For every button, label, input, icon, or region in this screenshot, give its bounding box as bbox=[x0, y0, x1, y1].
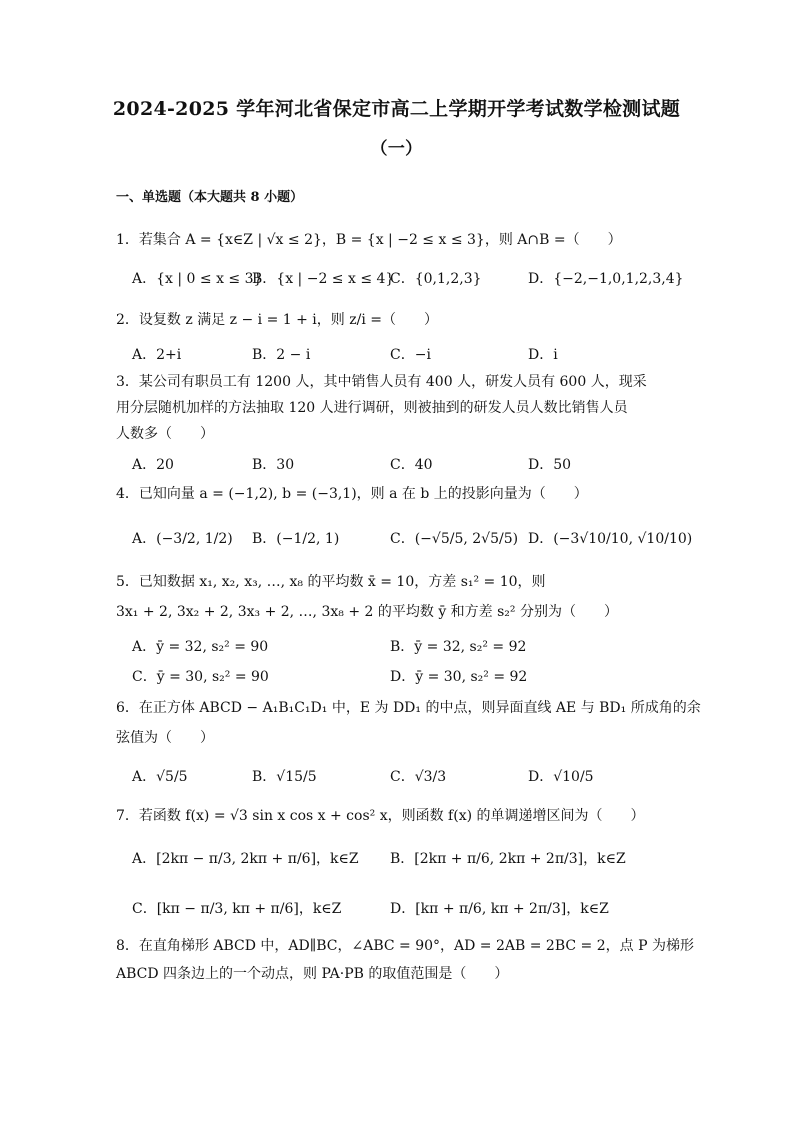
question-4-option-b: B．(−1/2, 1) bbox=[252, 531, 340, 547]
question-3-stem-line-3: 人数多（ ） bbox=[116, 426, 214, 442]
question-2-option-c: C．−i bbox=[390, 347, 431, 363]
question-3-option-c: C．40 bbox=[390, 457, 433, 473]
question-8-number: 8． bbox=[116, 938, 139, 954]
question-7-option-a: A．[2kπ − π/3, 2kπ + π/6]，k∈Z bbox=[132, 851, 359, 867]
question-3-option-a: A．20 bbox=[132, 457, 174, 473]
question-7-option-d: D．[kπ + π/6, kπ + 2π/3]，k∈Z bbox=[390, 901, 609, 917]
question-2-number: 2． bbox=[116, 312, 139, 328]
question-5-option-d: D．ȳ = 30, s₂² = 92 bbox=[390, 669, 528, 685]
question-6-stem-line-1: 6．在正方体 ABCD − A₁B₁C₁D₁ 中，E 为 DD₁ 的中点，则异面直线 AE 与 BD₁ 所成角的余 bbox=[116, 700, 701, 716]
question-1-option-a: A．{x | 0 ≤ x ≤ 3} bbox=[132, 271, 263, 287]
question-6-stem-line-2: 弦值为（ ） bbox=[116, 730, 214, 746]
question-6-option-b: B．√15/5 bbox=[252, 769, 317, 785]
question-6-number: 6． bbox=[116, 700, 139, 716]
question-5-stem-line-2: 3x₁ + 2, 3x₂ + 2, 3x₃ + 2, …, 3x₈ + 2 的平均数 ȳ 和方差 s₂² 分别为（ ） bbox=[116, 604, 618, 620]
question-1-option-b: B．{x | −2 ≤ x ≤ 4} bbox=[252, 271, 395, 287]
question-2-stem: 2．设复数 z 满足 z − i = 1 + i，则 z/i =（ ） bbox=[116, 312, 438, 328]
question-5-number: 5． bbox=[116, 574, 139, 590]
question-7-number: 7． bbox=[116, 808, 139, 824]
question-3-number: 3． bbox=[116, 374, 139, 390]
question-7-option-b: B．[2kπ + π/6, 2kπ + 2π/3]，k∈Z bbox=[390, 851, 626, 867]
question-3-option-d: D．50 bbox=[528, 457, 572, 473]
question-6-option-c: C．√3/3 bbox=[390, 769, 447, 785]
question-3-option-b: B．30 bbox=[252, 457, 295, 473]
question-1-option-c: C．{0,1,2,3} bbox=[390, 271, 482, 287]
question-2-option-b: B．2 − i bbox=[252, 347, 311, 363]
page-subtitle: （一） bbox=[370, 139, 423, 159]
question-8-stem-line-1: 8．在直角梯形 ABCD 中，AD∥BC，∠ABC = 90°，AD = 2AB = 2BC = 2，点 P 为梯形 bbox=[116, 938, 694, 954]
question-8-stem-line-2: ABCD 四条边上的一个动点，则 PA·PB 的取值范围是（ ） bbox=[116, 966, 509, 982]
question-6-option-a: A．√5/5 bbox=[132, 769, 188, 785]
question-4-number: 4． bbox=[116, 486, 139, 502]
question-2-option-a: A．2+i bbox=[132, 347, 182, 363]
question-5-stem-line-1: 5．已知数据 x₁, x₂, x₃, …, x₈ 的平均数 x̄ = 10，方差 s₁² = 10，则 bbox=[116, 574, 546, 590]
page-title: 2024-2025 学年河北省保定市高二上学期开学考试数学检测试题 bbox=[112, 98, 681, 120]
question-4-option-d: D．(−3√10/10, √10/10) bbox=[528, 531, 693, 547]
question-1-stem: 1．若集合 A = {x∈Z | √x ≤ 2}，B = {x | −2 ≤ x ≤ 3}，则 A∩B =（ ） bbox=[116, 232, 622, 248]
question-1-option-d: D．{−2,−1,0,1,2,3,4} bbox=[528, 271, 684, 287]
question-1-number: 1． bbox=[116, 232, 139, 248]
question-7-stem: 7．若函数 f(x) = √3 sin x cos x + cos² x，则函数 f(x) 的单调递增区间为（ ） bbox=[116, 808, 645, 824]
question-5-option-c: C．ȳ = 30, s₂² = 90 bbox=[132, 669, 269, 685]
question-4-option-c: C．(−√5/5, 2√5/5) bbox=[390, 531, 519, 547]
question-4-option-a: A．(−3/2, 1/2) bbox=[132, 531, 233, 547]
question-6-option-d: D．√10/5 bbox=[528, 769, 594, 785]
question-5-option-b: B．ȳ = 32, s₂² = 92 bbox=[390, 639, 527, 655]
question-4-stem: 4．已知向量 a = (−1,2), b = (−3,1)，则 a 在 b 上的投影向量为（ ） bbox=[116, 486, 588, 502]
question-3-stem-line-1: 3．某公司有职员工有 1200 人，其中销售人员有 400 人，研发人员有 600 人，现采 bbox=[116, 374, 647, 390]
question-3-stem-line-2: 用分层随机加样的方法抽取 120 人进行调研，则被抽到的研发人员人数比销售人员 bbox=[116, 400, 628, 416]
section-heading: 一、单选题（本大题共 8 小题） bbox=[116, 190, 304, 205]
question-2-option-d: D．i bbox=[528, 347, 558, 363]
question-7-option-c: C．[kπ − π/3, kπ + π/6]，k∈Z bbox=[132, 901, 342, 917]
question-5-option-a: A．ȳ = 32, s₂² = 90 bbox=[132, 639, 269, 655]
